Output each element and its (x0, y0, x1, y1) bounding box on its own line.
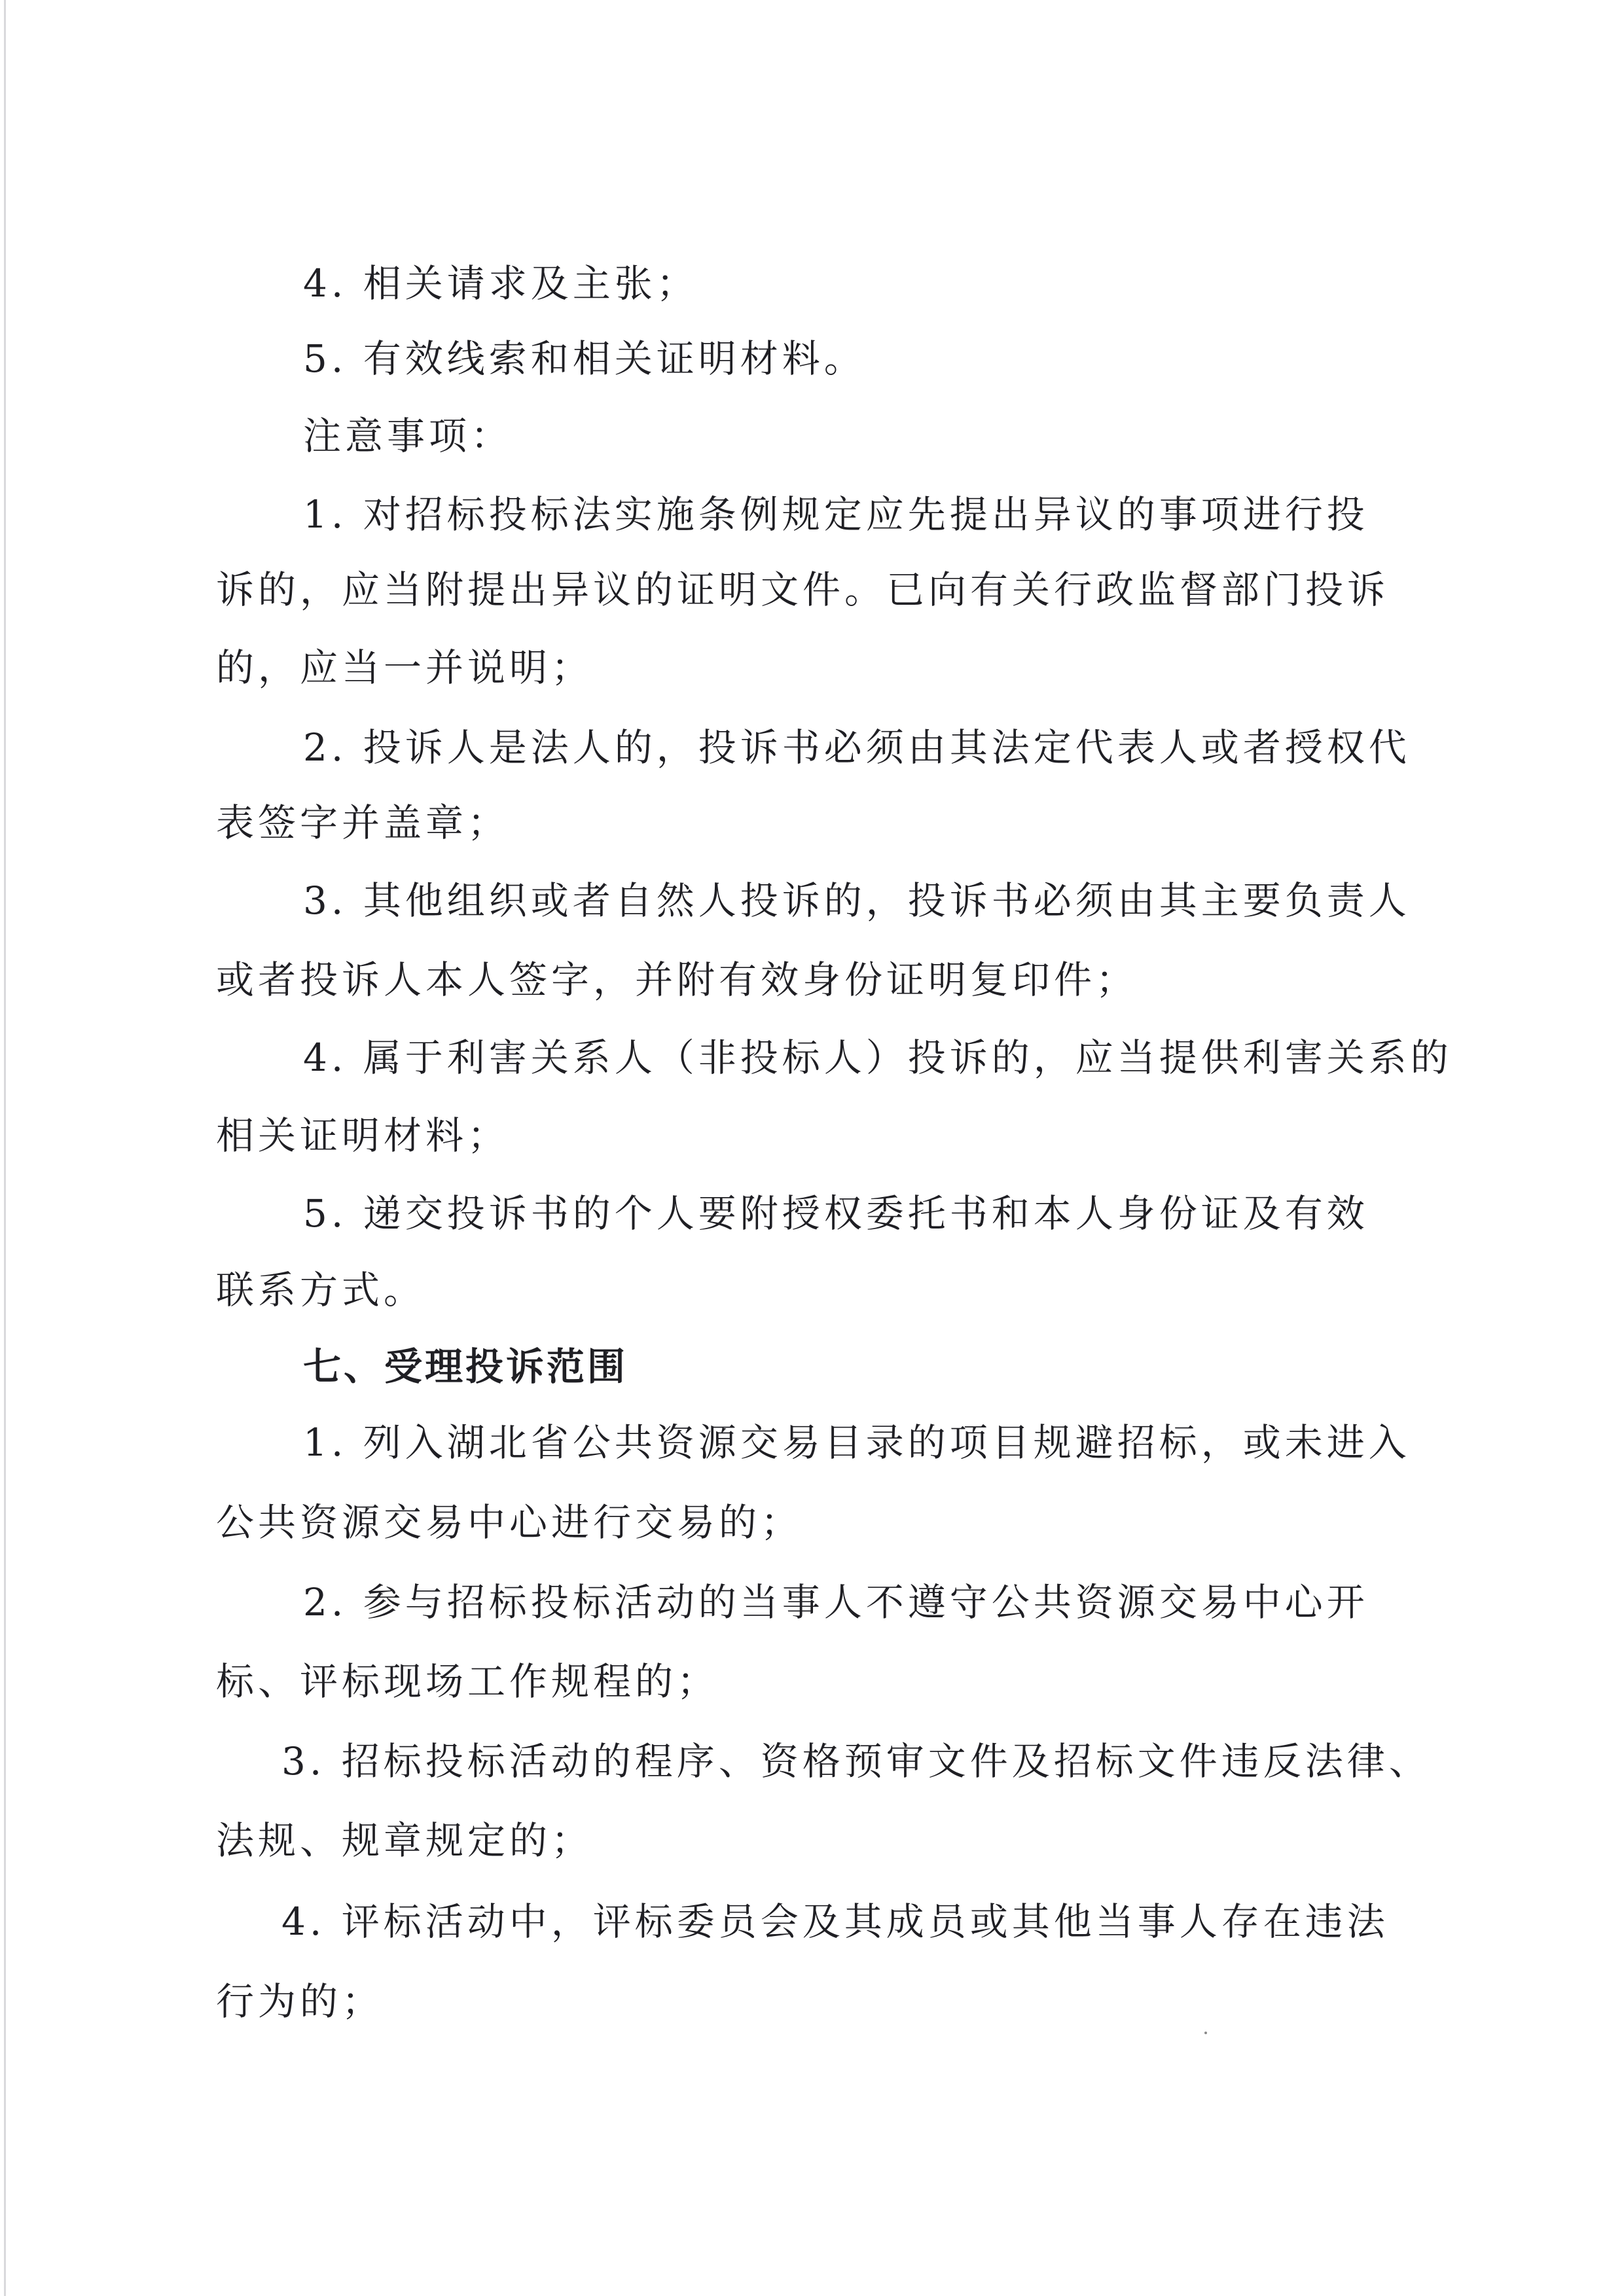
note-2-line-1: 2. 投诉人是法人的，投诉书必须由其法定代表人或者授权代 (303, 725, 1411, 770)
note-1-line-2: 诉的，应当附提出异议的证明文件。已向有关行政监督部门投诉 (216, 567, 1390, 612)
scope-1-line-1: 1. 列入湖北省公共资源交易目录的项目规避招标，或未进入 (303, 1420, 1411, 1465)
note-5-line-2: 联系方式。 (216, 1268, 426, 1312)
scan-edge-line (4, 0, 6, 2296)
note-1-line-1: 1. 对招标投标法实施条例规定应先提出异议的事项进行投 (303, 492, 1369, 537)
scan-speck (1204, 2032, 1207, 2034)
scope-4-line-1: 4. 评标活动中，评标委员会及其成员或其他当事人存在违法 (281, 1899, 1389, 1944)
note-3-line-2: 或者投诉人本人签字，并附有效身份证明复印件； (216, 958, 1138, 1002)
scope-2-line-2: 标、评标现场工作规程的； (216, 1659, 719, 1704)
notes-heading: 注意事项： (303, 414, 513, 458)
note-2-line-2: 表签字并盖章； (216, 800, 510, 845)
scope-3-line-1: 3. 招标投标活动的程序、资格预审文件及招标文件违反法律、 (281, 1739, 1431, 1784)
scope-2-line-1: 2. 参与招标投标活动的当事人不遵守公共资源交易中心开 (303, 1580, 1369, 1624)
section-heading-complaint-scope: 七、受理投诉范围 (303, 1344, 628, 1389)
note-3-line-1: 3. 其他组织或者自然人投诉的，投诉书必须由其主要负责人 (303, 878, 1411, 923)
list-item-evidence: 5. 有效线索和相关证明材料。 (303, 336, 866, 381)
scope-4-line-2: 行为的； (216, 1979, 384, 2024)
note-4-line-2: 相关证明材料； (216, 1113, 510, 1158)
note-1-line-3: 的，应当一并说明； (216, 645, 594, 690)
note-4-line-1: 4. 属于利害关系人（非投标人）投诉的，应当提供利害关系的 (303, 1035, 1453, 1080)
scope-1-line-2: 公共资源交易中心进行交易的； (216, 1500, 803, 1545)
list-item-request: 4. 相关请求及主张； (303, 261, 698, 306)
note-5-line-1: 5. 递交投诉书的个人要附授权委托书和本人身份证及有效 (303, 1191, 1369, 1236)
scope-3-line-2: 法规、规章规定的； (216, 1818, 594, 1863)
